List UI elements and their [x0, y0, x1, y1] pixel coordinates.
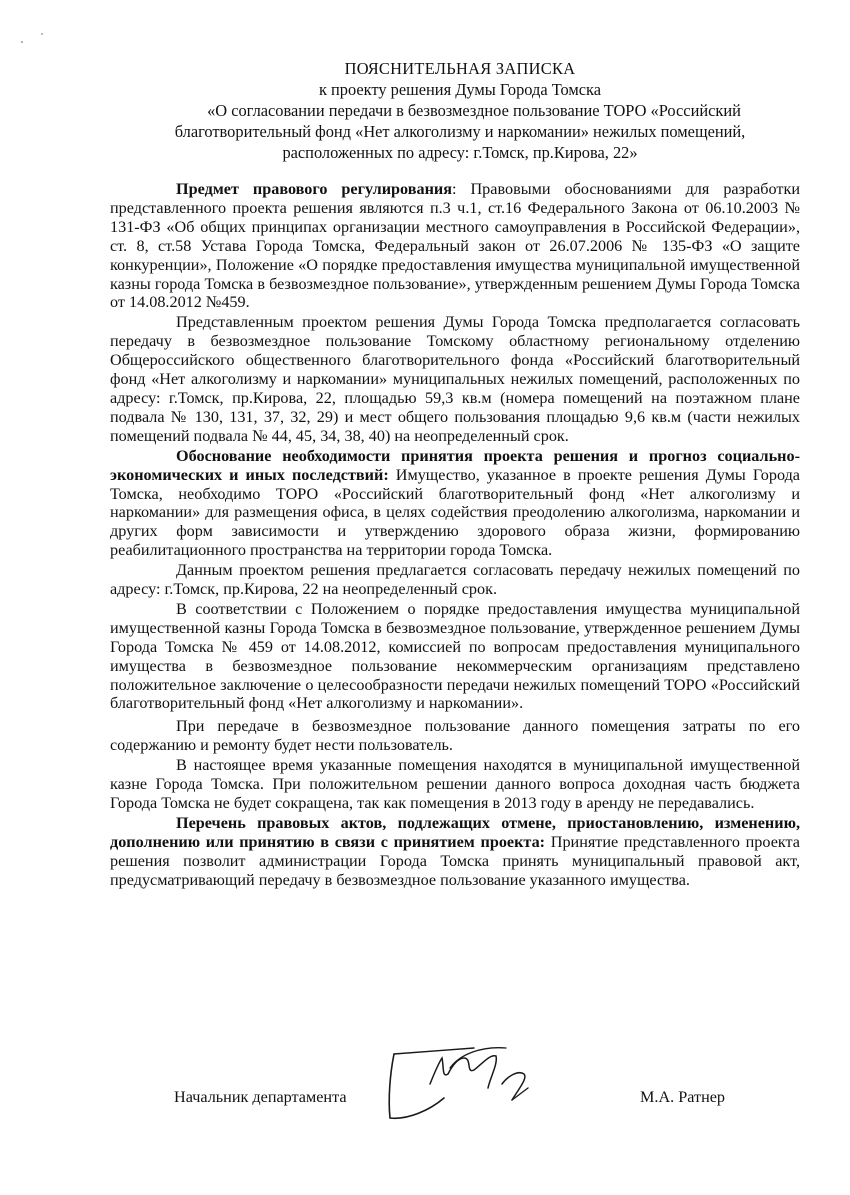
paragraph-justification — [110, 447, 800, 560]
section-text-legal-regulation: : Правовыми обоснованиями для разработки представленного проекта решения являются п.3 ч.1, ст.16 Федерального Закона от 06.10.2003 № 131-ФЗ «Об общих принципах организации местного самоуправления в Российской Федерации», ст. 8, ст.58 Устава Города Томска, Федеральный закон от 26.07.2006 № 135-ФЗ «О защите конкуренции», Положение «О порядке предоставления имущества муниципальной имущественной казны города Томска в безвозмездное пользование», утвержденным решением Думы Города Томска от 14.08.2012 №459. — [110, 180, 800, 312]
header-line-5: расположенных по адресу: г.Томск, пр.Кирова, 22» — [282, 143, 638, 162]
signatory-name: М.А. Ратнер — [640, 1088, 726, 1106]
section-heading-justification: Обоснование необходимости принятия проекта решения и прогноз социально-экономических и иных последствий: — [110, 446, 800, 484]
paragraph-legal-acts — [110, 814, 800, 890]
paragraph-legal-basis — [110, 180, 800, 312]
document-title: ПОЯСНИТЕЛЬНАЯ ЗАПИСКА — [344, 59, 576, 78]
handwritten-signature — [378, 1044, 558, 1134]
signatory-role: Начальник департамента — [174, 1088, 347, 1106]
section-text-legal-acts: Принятие представленного проекта решения позволит администрации Города Томска принять муниципальный правовой акт, предусматривающий передачу в безвозмездное пользование указанного имущества. — [110, 832, 800, 889]
document-body — [110, 180, 800, 890]
document-header — [110, 58, 810, 163]
section-heading-legal-acts: Перечень правовых актов, подлежащих отмене, приостановлению, изменению, дополнению или принятию в связи с принятием проекта: — [110, 813, 800, 851]
header-subtitle: к проекту решения Думы Города Томска — [318, 80, 602, 99]
paragraph-proposal: Представленным проектом решения Думы Города Томска предполагается согласовать передачу в безвозмездное пользование Томскому областному региональному отделению Общероссийского общественного благотворительного фонда «Российский благотворительный фонд «Нет алкоголизму и наркомании» муниципальных нежилых помещений, расположенных по адресу: г.Томск, пр.Кирова, 22, площадью 59,3 кв.м (номера помещений на поэтажном плане подвала № 130, 131, 37, 32, 29) и мест общего пользования площадью 9,6 кв.м (части нежилых помещений подвала № 44, 45, 34, 38, 40) на неопределенный срок. — [110, 313, 800, 445]
paragraph-term: Данным проектом решения предлагается согласовать передачу нежилых помещений по адресу: г.Томск, пр.Кирова, 22 на неопределенный срок. — [110, 561, 800, 599]
paragraph-commission: В соответствии с Положением о порядке предоставления имущества муниципальной имущественной казны Города Томска в безвозмездное пользование, утвержденное решением Думы Города Томска № 459 от 14.08.2012, комиссией по вопросам предоставления муниципального имущества в безвозмездное пользование некоммерческим организациям представлено положительное заключение о целесообразности передачи нежилых помещений ТОРО «Российский благотворительный фонд «Нет алкоголизму и наркомании». — [110, 599, 800, 713]
scan-specks — [20, 30, 80, 60]
header-line-3: «О согласовании передачи в безвозмездное пользование ТОРО «Российский — [207, 101, 741, 120]
section-heading-legal-regulation: Предмет правового регулирования — [176, 180, 452, 198]
section-text-justification: Имущество, указанное в проекте решения Думы Города Томска, необходимо ТОРО «Российский благотворительный фонд «Нет алкоголизму и наркомании» для размещения офиса, в целях содействия преодолению алкоголизма, наркомании и других форм зависимости и утверждению здорового образа жизни, формированию реабилитационного пространства на территории города Томска. — [110, 465, 800, 560]
header-line-4: благотворительный фонд «Нет алкоголизму и наркомании» нежилых помещений, — [174, 122, 746, 141]
paragraph-budget: В настоящее время указанные помещения находятся в муниципальной имущественной казне Города Томска. При положительном решении данного вопроса доходная часть бюджета Города Томска не будет сокращена, так как помещения в 2013 году в аренду не передавались. — [110, 756, 800, 812]
paragraph-maintenance: При передаче в безвозмездное пользование данного помещения затраты по его содержанию и ремонту будет нести пользователь. — [110, 717, 800, 755]
